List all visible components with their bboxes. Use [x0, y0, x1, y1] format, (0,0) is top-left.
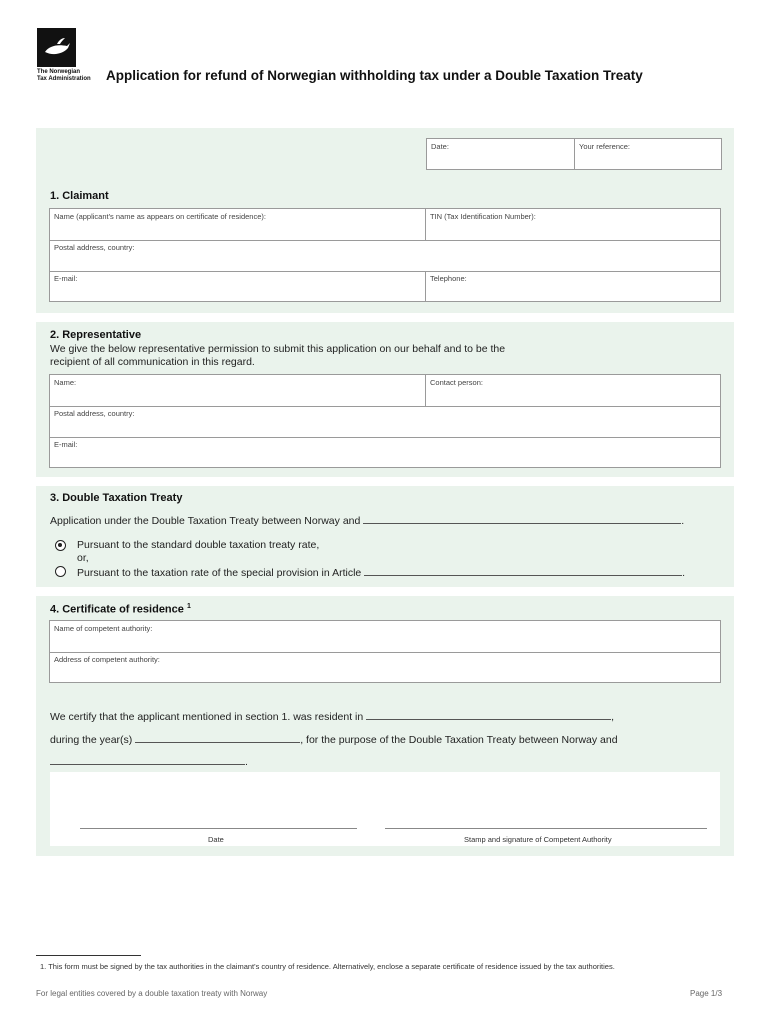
footnote-divider	[36, 955, 141, 956]
certify-comma: ,	[611, 711, 615, 723]
stamp-signature-line[interactable]	[385, 828, 707, 829]
signature-date-label: Date	[208, 835, 224, 844]
treaty-title: 3. Double Taxation Treaty	[50, 492, 183, 504]
agency-logo	[37, 28, 76, 67]
agency-line1: The Norwegian	[37, 69, 81, 75]
certificate-grid	[49, 620, 721, 683]
treaty-period-1: .	[681, 515, 685, 527]
claimant-panel	[36, 128, 734, 313]
representative-postal-field[interactable]: Postal address, country:	[54, 409, 135, 418]
special-provision-radio[interactable]	[55, 566, 66, 577]
claimant-name-field[interactable]: Name (applicant's name as appears on certificate of residence):	[54, 212, 266, 221]
purpose-text: , for the purpose of the Double Taxation Treaty between Norway and	[300, 734, 618, 746]
purpose-country-input[interactable]	[50, 754, 245, 765]
page-number: Page 1/3	[690, 989, 723, 998]
claimant-telephone-field[interactable]: Telephone:	[430, 274, 467, 283]
treaty-application-text: Application under the Double Taxation Treaty between Norway and	[50, 515, 361, 527]
representative-desc-2: recipient of all communication in this regard.	[50, 356, 255, 368]
years-input[interactable]	[135, 732, 300, 743]
during-line	[50, 732, 618, 746]
certificate-title	[50, 603, 191, 616]
agency-line2: Tax Administration	[37, 76, 91, 82]
article-input[interactable]	[364, 565, 682, 576]
signature-area	[50, 772, 720, 846]
special-provision-label: Pursuant to the taxation rate of the special provision in Article	[77, 567, 362, 579]
stamp-label: Stamp and signature of Competent Authority	[464, 835, 612, 844]
reference-field[interactable]: Your reference:	[579, 142, 631, 151]
treaty-period-2: .	[682, 567, 686, 579]
treaty-application-line	[50, 513, 684, 527]
special-provision-line	[77, 565, 685, 579]
agency-name	[37, 69, 97, 83]
date-field[interactable]: Date:	[431, 142, 449, 151]
date-reference-box	[426, 138, 722, 170]
certify-text: We certify that the applicant mentioned in section 1. was resident in	[50, 711, 364, 723]
date-signature-line[interactable]	[80, 828, 357, 829]
authority-address-field[interactable]: Address of competent authority:	[54, 655, 160, 664]
footer-left: For legal entities covered by a double taxation treaty with Norway	[36, 989, 268, 998]
claimant-grid	[49, 208, 721, 302]
certificate-title-text: 4. Certificate of residence	[50, 603, 184, 616]
certificate-footnote-ref: 1	[186, 603, 191, 610]
standard-rate-radio[interactable]	[55, 540, 66, 551]
resident-country-input[interactable]	[366, 709, 611, 720]
representative-grid	[49, 374, 721, 468]
standard-rate-label: Pursuant to the standard double taxation treaty rate,	[77, 539, 320, 551]
claimant-tin-field[interactable]: TIN (Tax Identification Number):	[430, 212, 536, 221]
representative-contact-field[interactable]: Contact person:	[430, 378, 483, 387]
treaty-country-line	[50, 754, 248, 768]
authority-name-field[interactable]: Name of competent authority:	[54, 624, 153, 633]
treaty-country-input[interactable]	[363, 513, 681, 524]
or-label: or,	[77, 552, 89, 564]
certify-line	[50, 709, 614, 723]
representative-desc-1: We give the below representative permission to submit this application on our behalf and to be the	[50, 343, 506, 355]
during-text: during the year(s)	[50, 734, 133, 746]
claimant-title: 1. Claimant	[50, 190, 109, 202]
representative-name-field[interactable]: Name:	[54, 378, 77, 387]
bird-icon	[37, 28, 76, 67]
document-title: Application for refund of Norwegian withholding tax under a Double Taxation Treaty	[106, 68, 643, 83]
certificate-panel	[36, 596, 734, 856]
representative-title: 2. Representative	[50, 329, 142, 341]
claimant-email-field[interactable]: E-mail:	[54, 274, 78, 283]
claimant-postal-field[interactable]: Postal address, country:	[54, 243, 135, 252]
purpose-period: .	[245, 756, 248, 768]
representative-email-field[interactable]: E-mail:	[54, 440, 78, 449]
footnote-text: 1. This form must be signed by the tax authorities in the claimant's country of residence. Alternatively, enclose a separate certificate of residence issued by the tax authorities.	[40, 962, 615, 971]
representative-panel	[36, 322, 734, 477]
treaty-panel	[36, 486, 734, 587]
